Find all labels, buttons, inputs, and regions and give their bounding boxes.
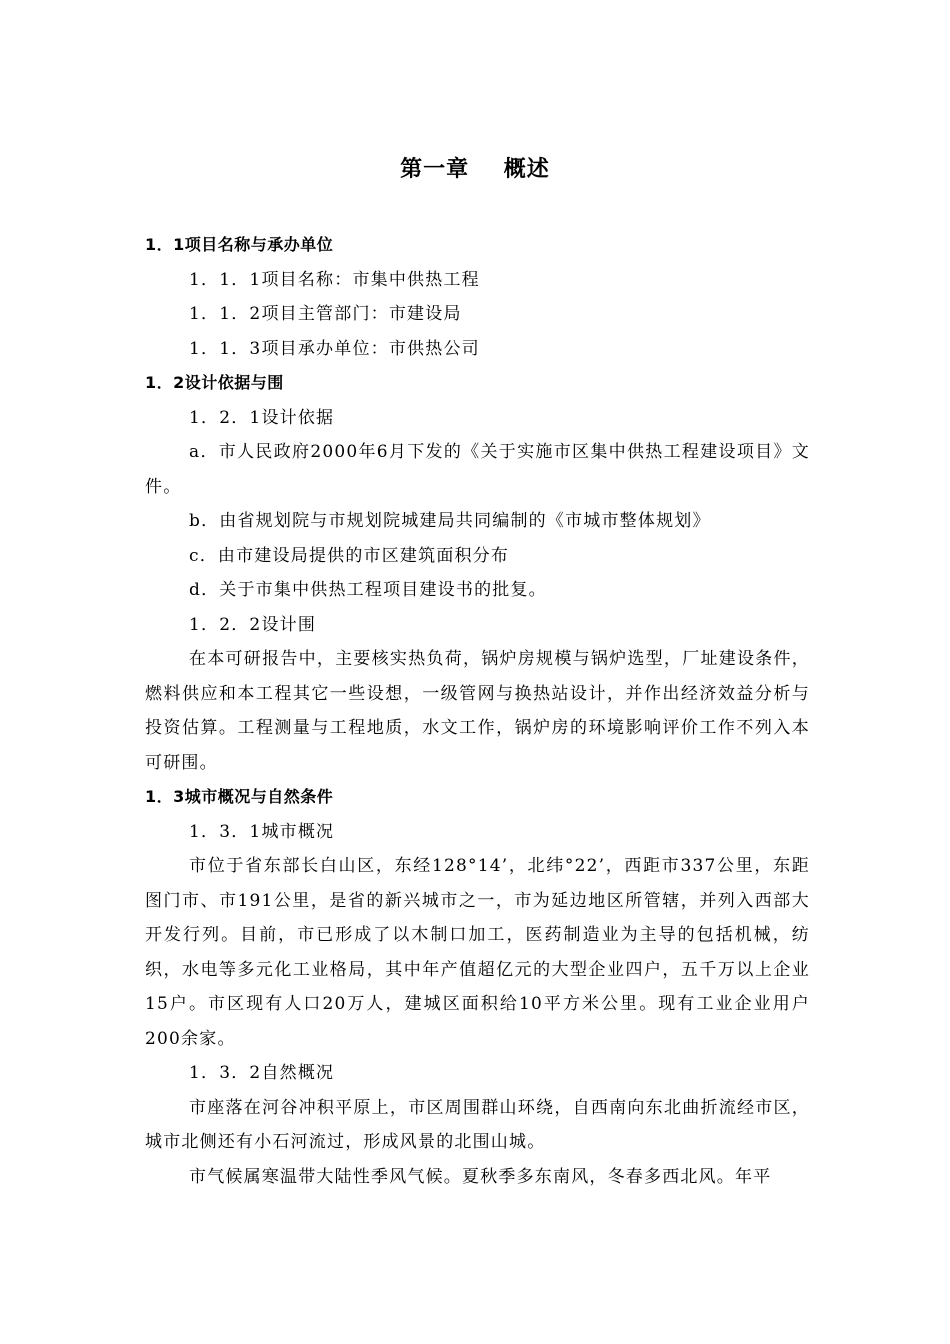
section-heading-1-2: 1．2设计依据与围	[145, 373, 284, 392]
design-basis-b: b．由省规划院与市规划院城建局共同编制的《市城市整体规划》	[189, 511, 711, 531]
section-heading-1-3: 1．3城市概况与自然条件	[145, 787, 334, 806]
project-department-item: 1．1．2项目主管部门：市建设局	[189, 304, 462, 324]
design-basis-d: d．关于市集中供热工程项目建设书的批复。	[189, 580, 547, 600]
design-scope-paragraph: 在本可研报告中，主要核实热负荷，锅炉房规模与锅炉选型，厂址建设条件，燃料供应和本工程其它一些设想，一级管网与换热站设计，并作出经济效益分析与投资估算。工程测量与工程地质，水文工作，锅炉房的环境影响评价工作不列入本可研围。	[145, 649, 810, 773]
city-overview-paragraph: 市位于省东部长白山区，东经128°14’，北纬°22’，西距市337公里，东距图门市、市191公里，是省的新兴城市之一，市为延边地区所管辖，并列入西部大开发行列。目前，市已形成了以木制口加工，医药制造业为主导的包括机械，纺织，水电等多元化工业格局，其中年产值超亿元的大型企业四户，五千万以上企业15户。市区现有人口20万人，建城区面积给10平方米公里。现有工业企业用户200余家。	[145, 856, 810, 1049]
subsection-heading-1-3-1: 1．3．1城市概况	[189, 821, 335, 842]
design-basis-c: c．由市建设局提供的市区建筑面积分布	[189, 545, 510, 566]
project-name-item: 1．1．1项目名称：市集中供热工程	[189, 269, 480, 290]
subsection-heading-1-2-1: 1．2．1设计依据	[189, 407, 335, 428]
project-organizer-item: 1．1．3项目承办单位：市供热公司	[189, 338, 480, 359]
subsection-heading-1-2-2: 1．2．2设计围	[189, 614, 317, 635]
natural-overview-paragraph-2: 市气候属寒温带大陆性季风气候。夏秋季多东南风，冬春多西北风。年平	[189, 1166, 772, 1187]
subsection-heading-1-3-2: 1．3．2自然概况	[189, 1063, 335, 1083]
natural-overview-paragraph-1: 市座落在河谷冲积平原上，市区周围群山环绕，自西南向东北曲折流经市区，城市北侧还有小石河流过，形成风景的北围山城。	[145, 1097, 810, 1152]
chapter-title: 第一章 概述	[400, 156, 550, 182]
design-basis-a: a．市人民政府2000年6月下发的《关于实施市区集中供热工程建设项目》文件。	[145, 442, 810, 497]
section-heading-1-1: 1．1项目名称与承办单位	[145, 235, 334, 254]
document-body	[145, 228, 810, 1194]
